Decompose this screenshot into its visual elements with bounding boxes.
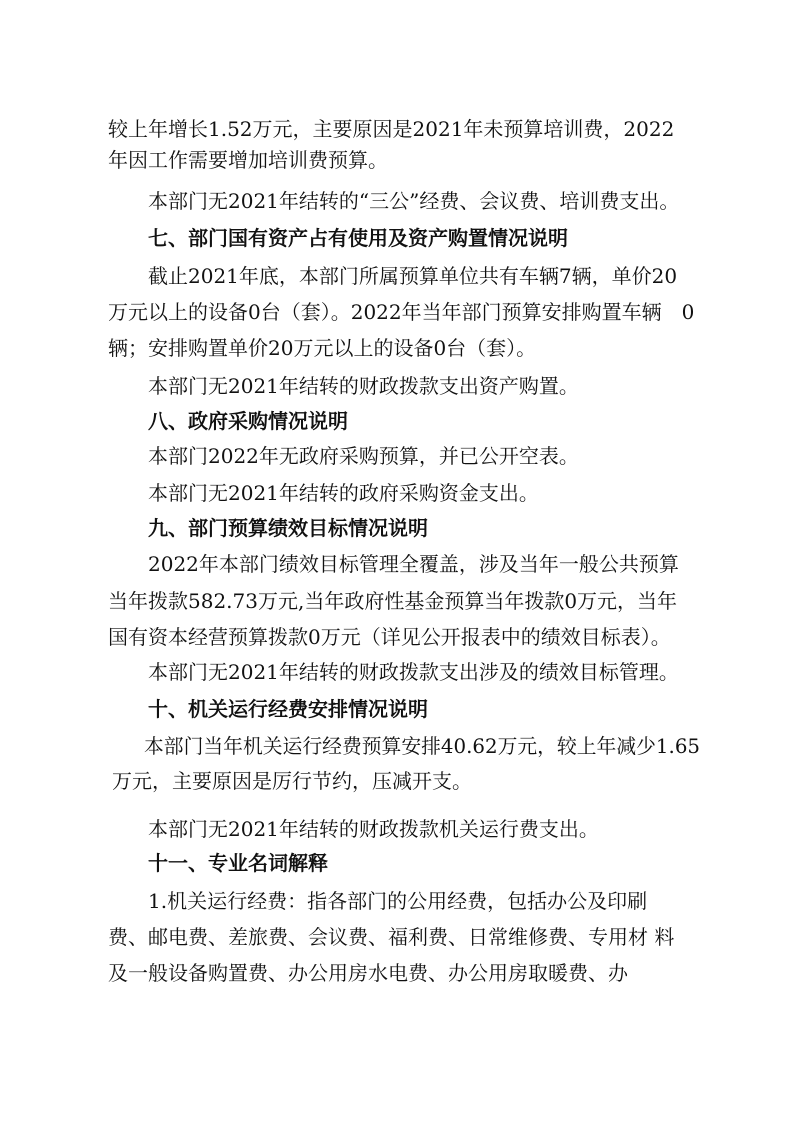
text-line [0,333,793,363]
line-text: 当年拨款582.73万元,当年政府性基金预算当年拨款0万元，当年 [108,589,678,613]
heading-text: 八、政府采购情况说明 [148,409,348,433]
section-heading [0,513,793,543]
text-line [0,814,793,844]
line-text: 2022年本部门绩效目标管理全覆盖，涉及当年一般公共预算 [148,552,679,576]
line-text: 较上年增长1.52万元，主要原因是2021年未预算培训费，2022 [108,117,675,141]
line-text: 费、邮电费、差旅费、会议费、福利费、日常维修费、专用材 料 [108,925,675,949]
text-line [0,145,793,175]
section-heading [0,406,793,436]
text-line [0,622,793,652]
section-heading [0,848,793,878]
text-line [0,958,793,988]
line-text: 1.机关运行经费：指各部门的公用经费，包括办公及印刷 [148,889,648,913]
line-text: 本部门无2021年结转的财政拨款机关运行费支出。 [148,817,599,841]
text-line [0,114,793,144]
heading-text: 九、部门预算绩效目标情况说明 [148,516,428,540]
line-text: 截止2021年底，本部门所属预算单位共有车辆7辆，单价20 [148,264,678,288]
section-heading [0,223,793,253]
line-text: 辆；安排购置单价20万元以上的设备0台（套）。 [108,336,537,360]
text-line [0,922,793,952]
line-text: 本部门当年机关运行经费预算安排40.62万元，较上年减少1.65 [144,734,701,758]
line-text: 万元以上的设备0台（套）。2022年当年部门预算安排购置车辆 0 [108,300,695,324]
line-text: 本部门无2021年结转的“三公”经费、会议费、培训费支出。 [148,189,680,213]
text-line [0,549,793,579]
line-text: 年因工作需要增加培训费预算。 [108,148,388,172]
line-text: 及一般设备购置费、办公用房水电费、办公用房取暖费、办 [108,961,628,985]
text-line [0,478,793,508]
text-line [0,297,793,327]
line-text: 本部门无2021年结转的政府采购资金支出。 [148,481,539,505]
text-line [0,186,793,216]
text-line [0,441,793,471]
heading-text: 十一、专业名词解释 [148,851,328,875]
text-line [0,886,793,916]
heading-text: 七、部门国有资产占有使用及资产购置情况说明 [148,226,568,250]
line-text: 本部门无2021年结转的财政拨款支出资产购置。 [148,374,579,398]
line-text: 本部门2022年无政府采购预算，并已公开空表。 [148,444,579,468]
line-text: 万元，主要原因是厉行节约，压减开支。 [112,769,472,793]
text-line [0,731,793,761]
text-line [0,657,793,687]
text-line [0,261,793,291]
text-line [0,371,793,401]
text-line [0,766,793,796]
text-line [0,586,793,616]
section-heading [0,694,793,724]
line-text: 国有资本经营预算拨款0万元（详见公开报表中的绩效目标表）。 [108,625,671,649]
heading-text: 十、机关运行经费安排情况说明 [148,697,428,721]
line-text: 本部门无2021年结转的财政拨款支出涉及的绩效目标管理。 [148,660,679,684]
